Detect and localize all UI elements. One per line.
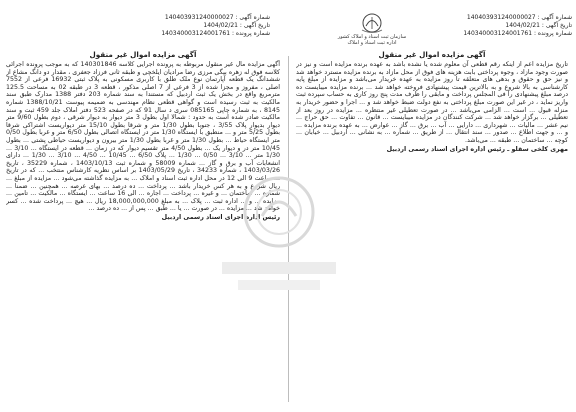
- registration-emblem: [304, 12, 440, 50]
- case-number: شماره پرونده : 140340003124001761: [161, 30, 270, 37]
- column-divider: [288, 56, 289, 402]
- emblem-icon: [357, 12, 387, 34]
- emblem-line-2: اداره ثبت اسناد و املاک: [347, 40, 397, 46]
- notice-column-right: [296, 50, 568, 406]
- notice-signature: مهری کلخی سقلو ـ رئیس اداره اجرای اسناد رسمی اردبیل: [386, 145, 568, 153]
- notice-body: آگهی مزایده مال غیر منقول مربوطه به پرونده اجرایی کلاسه 140301846 که به موجب پرونده اجرائی کلاسه فوق له زهره بیگی مرزی رضا مرادیان ایلخچی و طبقه ثانی فرزاد جعفری ، مقدار دو دانگ مشاع از ششدانگ یک قطعه آپارتمان نوع ملک طلق با کاربری مسکونی به پلاک ثبتی 16932 فرعی از 7552 اصلی ، مفروز و مجزا شده از 3 فرعی از 7 اصلی مذکور ، قطعه 3 در طبقه 02 به مساحت 125.5 مترمربع واقع در بخش یک ثبت اردبیل که مستندا به سند شماره 203 دفتر 1388 مدارک طبق سند مالکیت به ثبت رسیده است و گواهی قطعی نظام مهندسی به ضمیمه پیوست 1388/10/21 شماره 8145 ، به شماره چاپی 085165 سری د سال 91 که در صفحه 523 دفتر املاک جلد 459 ثبت و سند مالکیت صادر شده است به حدود : شمالا اول بطول 3 متر دیوار به دیوار شرقی ، دوم بطول 9/60 متر دیوار بدیوار پلاک 3/55 ، جنوبا بطول 1/30 متر و شرقا بطول 15/10 متر دیواریست اشتراکی شرقا بطول 5/25 متر و ... منطبق با ایستگاه 1/30 متر در ایستگاه اتصالی بطول 6/50 متر و غربا بطول 0/50 متر ایستگاه حیاط ... بطول 1/30 متر و غربا بطول 1/30 متر بیرون و دیواریست حیاطی پشتی ... بطول 10/45 متر در و دیوار یک ... بطول 4/50 متر تقسیم دیوار که در زمان ... قطعه در ایستگاه ... 3/10 ... 1/30 متر ... 3/10 ... 0/50 ... 1/30 ... پلاک 6/50 ... 10/45 ... 4/50 ... 3/10 ... 1/30 ... دارای انشعابات آب و برق و گاز ... شماره 58009 و شماره ثبت 1403/10/13 ، شماره 35229 ، تاریخ 1403/03/26 ، شماره 34233 ، تاریخ 1403/05/29 بر اساس نظریه کارشناس منتخب ... که در تاریخ ... ساعت 9 الی 12 در محل اداره ثبت اسناد و املاک ... به مزایده گذاشته می‌شود ... مزایده از مبلغ ... ریال شروع و به هر کس خریدار باشد ... پرداخت ... ده درصد ... بهای عرصه ... همچنین ... ضمنا ... شماره ... ساختمان ... و غیره ... پرداخت ... اجاره ... الی 16 ساعت ... ایستگاه ... مالکیت ... تامین ... مزایده ... و ... اداره ثبت ... پلاک ... به مبلغ 18,000,000,000 ریال ... هیچ ... پرداخت شده ... کسر خواهد شد ... مزایده ... در صورت ... یا ... طبق ... پس از ... ده درصد ...: [6, 61, 280, 213]
- notice-body: تاریخ مزایده اعم از اینکه رقم قطعی آن معلوم شده یا نشده باشد به عهده برنده مزایده است و نیز در صورت وجود مازاد ، وجوه پرداختی بابت هزینه های فوق از محل مازاد به برنده مزایده مسترد خواهد شد و نیز حق و حقوق و بدهی های متعلقه تا روز مزایده به عهده خریدار می‌باشد و مزایده از مبلغ پایه کارشناسی به بالا شروع و به بالاترین قیمت پیشنهادی فروخته خواهد شد ... برنده مزایده میبایست ده درصد مبلغ پیشنهادی را فی المجلس پرداخت و مابقی را ظرف مدت پنج روز کاری به حساب سپرده ثبت واریز نماید ، در غیر این صورت مبلغ پرداختی به نفع دولت ضبط خواهد شد و ... اجرا و حضور خریدار به منزله قبول ... است ... الزامی می‌باشد ... در صورت تعطیلی غیر منتظره ... مزایده در روز بعد از تعطیلی ... برگزار خواهد شد ... شرکت کنندگان در مزایده میبایست ... قانون ... تفاوت ... حق حراج ... نیم عشر ... مالیات ... شهرداری ... دارایی ... آب ... برق ... گاز ... عوارض ... به عهده برنده مزایده ... و ... و جهت اطلاع ... صدور ... سند انتقال ... از طریق ... شماره ... به نشانی ... اردبیل ... خیابان ... کوچه ... ساختمان ... طبقه ... می‌باشد.: [296, 61, 568, 144]
- notice-title: آگهی مزایده اموال غیر منقول: [89, 50, 197, 59]
- notice-signature: رئیس اداره اجرای اسناد رسمی اردبیل: [161, 213, 280, 221]
- notice-column-left: [6, 50, 280, 406]
- case-number: شماره پرونده : 140340003124001761: [463, 30, 572, 37]
- emblem-line-1: سازمان ثبت اسناد و املاک کشور: [337, 34, 407, 40]
- notice-meta-right: [463, 14, 572, 38]
- notice-title: آگهی مزایده اموال غیر منقول: [378, 50, 486, 59]
- notice-number: شماره آگهی : 140403931240000027: [164, 14, 270, 21]
- notice-date: تاریخ آگهی : 1404/02/21: [505, 22, 572, 29]
- notice-meta-left: [161, 14, 270, 38]
- notice-number: شماره آگهی : 140403931240000027: [466, 14, 572, 21]
- notice-date: تاریخ آگهی : 1404/02/21: [203, 22, 270, 29]
